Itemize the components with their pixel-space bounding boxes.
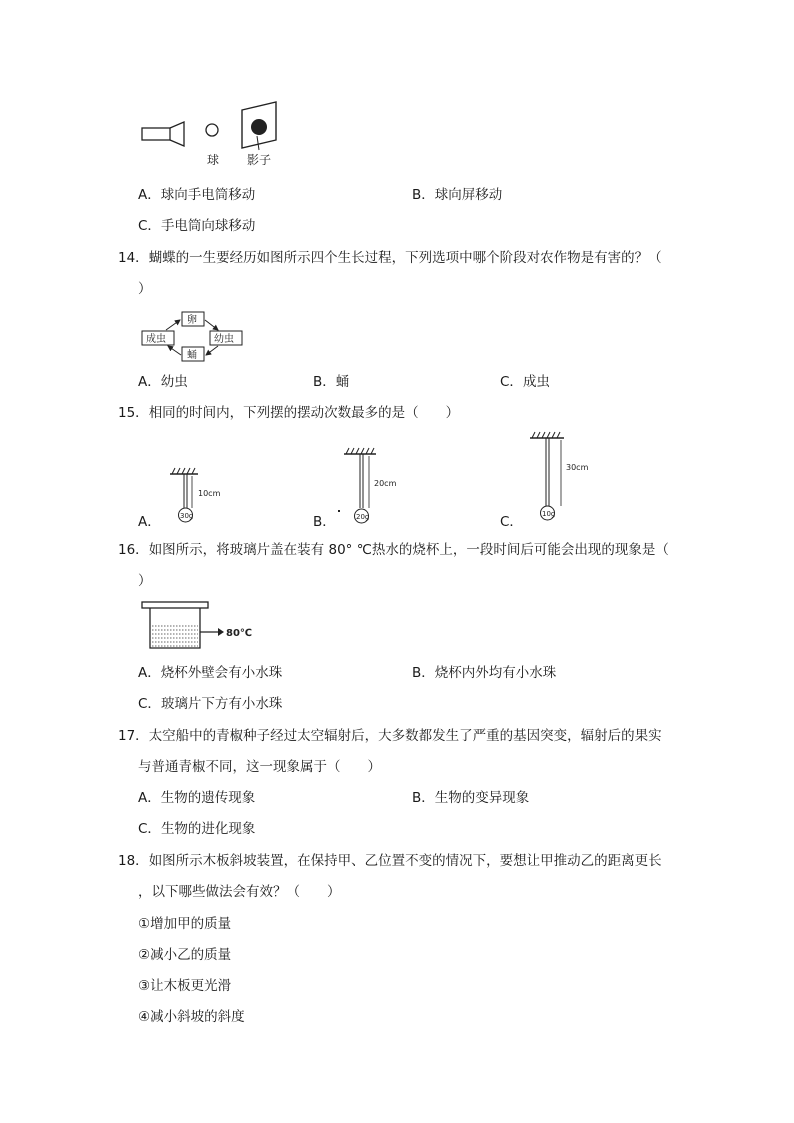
ball-icon xyxy=(206,124,218,136)
option-letter: A． xyxy=(138,374,161,390)
q15-option-b-letter: B． xyxy=(313,514,336,530)
option-text: 手电筒向球移动 xyxy=(160,218,256,234)
option-text: 玻璃片下方有小水珠 xyxy=(160,696,283,712)
q16-question-cont: ） xyxy=(138,573,152,589)
option-letter: A． xyxy=(138,665,161,681)
option-letter: C． xyxy=(138,696,161,712)
question-text: 蝴蝶的一生要经历如图所示四个生长过程，下列选项中哪个阶段对农作物是有害的？（ xyxy=(148,250,662,266)
q18-question xyxy=(118,851,662,871)
shadow-label: 影子 xyxy=(247,153,272,167)
q18-item-1: ①增加甲的质量 xyxy=(138,916,232,932)
option-letter: C． xyxy=(138,821,161,837)
option-letter: B． xyxy=(313,374,336,390)
stage-pupa: 蛹 xyxy=(187,350,197,361)
q14-option-c xyxy=(500,372,550,392)
pendulum-c-mass: 10g xyxy=(542,510,556,518)
question-text: 如图所示木板斜坡装置，在保持甲、乙位置不变的情况下，要想让甲推动乙的距离更长 xyxy=(148,853,662,869)
q17-option-a xyxy=(138,788,255,808)
option-letter: B． xyxy=(412,665,435,681)
dot-mark xyxy=(338,510,340,512)
q16-option-c xyxy=(138,694,282,714)
q17-option-b xyxy=(412,788,529,808)
q17-option-c xyxy=(138,819,255,839)
stage-larva: 幼虫 xyxy=(214,334,234,345)
q18-item-3: ③让木板更光滑 xyxy=(138,978,232,994)
ball-label: 球 xyxy=(207,153,220,167)
q18-item-4: ④减小斜坡的斜度 xyxy=(138,1009,245,1025)
q15-option-a-letter: A． xyxy=(138,514,161,530)
pendulum-c-length: 30cm xyxy=(566,463,589,472)
pendulum-b-length: 20cm xyxy=(374,479,397,488)
q14-option-a xyxy=(138,372,188,392)
temperature-label: 80℃ xyxy=(226,628,253,639)
butterfly-lifecycle-diagram xyxy=(138,308,250,366)
option-letter: A． xyxy=(138,790,161,806)
option-text: 生物的遗传现象 xyxy=(160,790,256,806)
option-text: 生物的进化现象 xyxy=(160,821,256,837)
option-text: 球向手电筒移动 xyxy=(160,187,256,203)
flashlight-icon xyxy=(142,122,184,146)
question-text: 太空船中的青椒种子经过太空辐射后，大多数都发生了严重的基因突变，辐射后的果实 xyxy=(148,728,662,744)
q16-option-b xyxy=(412,663,556,683)
q14-option-b xyxy=(313,372,349,392)
question-number: 14． xyxy=(118,250,149,266)
question-text: 相同的时间内，下列摆的摆动次数最多的是（ ） xyxy=(148,405,460,421)
option-text: 球向屏移动 xyxy=(434,187,503,203)
shadow-icon xyxy=(251,119,267,135)
q16-option-a xyxy=(138,663,282,683)
glass-plate xyxy=(142,602,208,608)
screen-icon xyxy=(242,102,276,150)
pendulum-b-mass: 20g xyxy=(356,513,370,521)
option-letter: A． xyxy=(138,187,161,203)
option-text: 烧杯外壁会有小水珠 xyxy=(160,665,283,681)
pendulum-a xyxy=(168,466,238,528)
question-text: 如图所示，将玻璃片盖在装有 80° ℃热水的烧杯上，一段时间后可能会出现的现象是（ xyxy=(148,542,669,558)
stage-egg: 卵 xyxy=(187,315,197,326)
q13-option-c xyxy=(138,216,255,236)
option-letter: C． xyxy=(500,374,523,390)
pendulum-b xyxy=(342,446,414,528)
option-text: 幼虫 xyxy=(160,374,188,390)
pendulum-a-length: 10cm xyxy=(198,489,221,498)
q17-question-cont: 与普通青椒不同，这一现象属于（ ） xyxy=(138,759,381,775)
option-letter: B． xyxy=(412,187,435,203)
option-text: 蛹 xyxy=(335,374,350,390)
q13-option-a xyxy=(138,185,255,205)
question-number: 15． xyxy=(118,405,149,421)
option-letter: B． xyxy=(412,790,435,806)
q18-question-cont: ，以下哪些做法会有效？（ ） xyxy=(138,884,341,900)
question-number: 18． xyxy=(118,853,149,869)
pendulum-c xyxy=(528,430,604,526)
beaker-glass-figure xyxy=(138,598,258,654)
option-text: 成虫 xyxy=(522,374,550,390)
question-number: 16． xyxy=(118,542,149,558)
option-text: 生物的变异现象 xyxy=(434,790,530,806)
option-letter: C． xyxy=(138,218,161,234)
flashlight-ball-shadow-figure xyxy=(130,100,290,172)
q14-question xyxy=(118,248,662,268)
q15-question xyxy=(118,403,459,423)
q16-question xyxy=(118,540,669,560)
question-number: 17． xyxy=(118,728,149,744)
q17-question xyxy=(118,726,662,746)
q18-item-2: ②减小乙的质量 xyxy=(138,947,232,963)
pendulum-a-mass: 30g xyxy=(180,512,194,520)
stage-adult: 成虫 xyxy=(146,334,166,345)
q13-option-b xyxy=(412,185,502,205)
q15-option-c-letter: C． xyxy=(500,514,523,530)
option-text: 烧杯内外均有小水珠 xyxy=(434,665,557,681)
q14-question-cont: ） xyxy=(138,281,152,297)
hot-water xyxy=(152,626,198,646)
